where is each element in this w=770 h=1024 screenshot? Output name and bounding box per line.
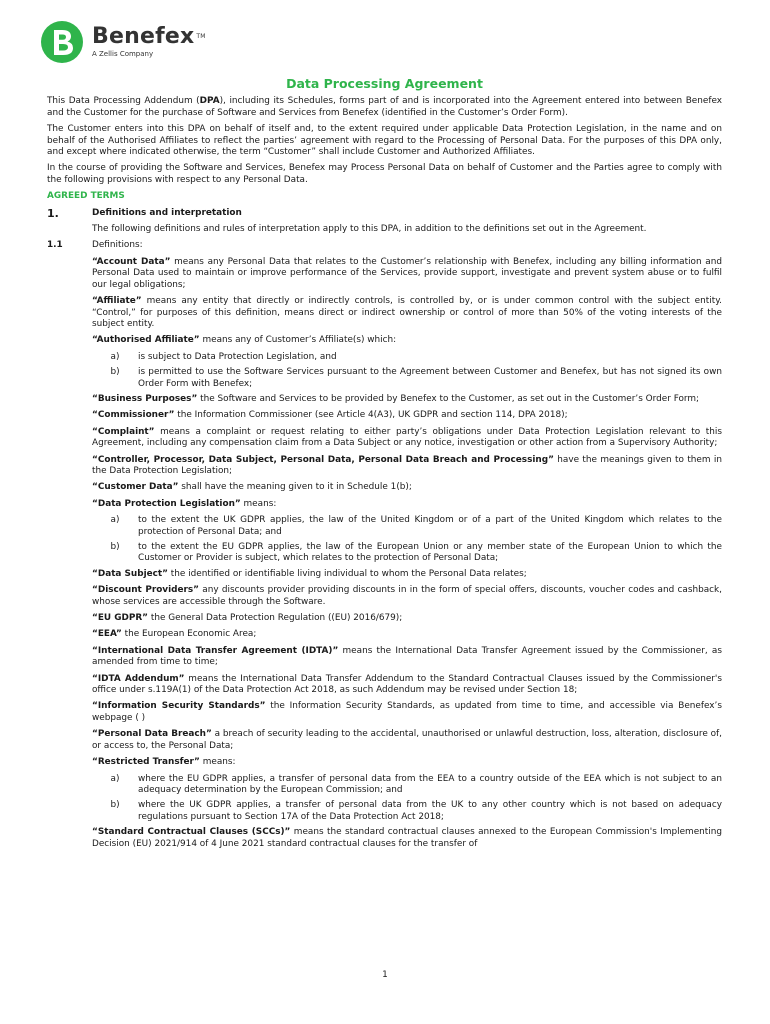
definition [92, 257, 722, 291]
definition-term: “Standard Contractual Clauses (SCCs)” [92, 827, 291, 838]
definition-term: “Account Data” [92, 256, 171, 267]
subitem-text: is permitted to use the Software Services pursuant to the Agreement between Customer and Benefex, but has not signed its own Order Form with Benefex; [138, 367, 722, 389]
definition [92, 729, 722, 752]
definition [92, 569, 722, 580]
definition-term: “Discount Providers” [92, 585, 199, 596]
definition [92, 335, 722, 346]
definition [92, 613, 722, 624]
subitem-label: b) [110, 542, 120, 552]
definition-term: “International Data Transfer Agreement (IDTA)” [92, 645, 339, 656]
definition-text: means the International Data Transfer Agreement issued by the Commissioner, as amended from time to time; [92, 645, 722, 668]
definition-term: “Business Purposes” [92, 393, 198, 404]
definition-text: shall have the meaning given to it in Schedule 1(b); [178, 482, 412, 493]
definition [92, 482, 722, 493]
definition-text: the Software and Services to be provided by Benefex to the Customer, as set out in the Customer’s Order Form; [197, 393, 700, 404]
subitem-label: a) [110, 351, 120, 362]
definition [92, 585, 722, 608]
definition [92, 410, 722, 421]
definition-text: means any Personal Data that relates to the Customer’s relationship with Benefex, including any billing information and Personal Data used to maintain or improve performance of the Services, provide support, investigate and prevent system abuse or to fulfil our legal obligations; [92, 256, 722, 290]
definition-term: “Restricted Transfer” [92, 757, 200, 768]
definition-text: means: [240, 498, 277, 509]
definition-text: the European Economic Area; [121, 629, 257, 640]
definition [92, 394, 722, 405]
benefex-logo [40, 16, 206, 68]
section-1-heading [47, 208, 722, 219]
subitem-label: a) [110, 515, 120, 526]
definition-subitem [92, 515, 722, 538]
clause-label: Definitions: [92, 240, 143, 251]
definition-text: the Information Commissioner (see Article 4(A3), UK GDPR and section 114, DPA 2018); [174, 410, 568, 421]
brand-tagline: A Zellis Company [92, 50, 154, 58]
definition [92, 455, 722, 478]
definition-term: “Affiliate” [92, 296, 142, 307]
definition [92, 296, 722, 330]
definition [92, 827, 722, 850]
intro-paragraph [47, 96, 722, 119]
benefex-logo-icon [40, 16, 86, 68]
paragraph-text: This Data Processing Addendum ( [47, 96, 200, 107]
definition-text: means: [199, 757, 236, 768]
trademark: TM [196, 33, 206, 40]
document-body [47, 78, 722, 855]
definition-subitem [92, 774, 722, 797]
section-title: Definitions and interpretation [92, 207, 242, 218]
section-1-text: The following definitions and rules of interpretation apply to this DPA, in addition to the definitions set out in the Agreement. [92, 224, 647, 235]
subitem-text: where the UK GDPR applies, a transfer of personal data from the UK to any other country which is not based on adequacy regulations pursuant to Section 17A of the Data Protection Act 2018; [138, 800, 722, 822]
definition-term: “Complaint” [92, 426, 155, 437]
definition-term: “EU GDPR” [92, 613, 149, 624]
subitem-text: where the EU GDPR applies, a transfer of personal data from the EEA to a country outside of the EEA which is not subject to an adequacy determination by the European Commission; and [138, 773, 722, 795]
definition-term: “Data Protection Legislation” [92, 498, 241, 509]
definition [92, 701, 722, 724]
intro-paragraphs [47, 96, 722, 186]
definition-text: means any of Customer’s Affiliate(s) which: [199, 335, 397, 346]
clause-number: 1.1 [47, 240, 63, 251]
definition-term: “EEA” [92, 629, 122, 640]
paragraph-text: ), including its Schedules, forms part of and is incorporated into the Agreement entered into between Benefex and the Customer for the purchase of Software and Services from Benefex (identified in the Customer’s Order Form). [47, 96, 723, 118]
brand-name: Benefex [92, 24, 195, 49]
definition-text: the General Data Protection Regulation ((EU) 2016/679); [148, 613, 403, 624]
definition [92, 757, 722, 768]
definition-term: “Authorised Affiliate” [92, 335, 200, 346]
definition-text: means the standard contractual clauses annexed to the European Commission's Implementing Decision (EU) 2021/914 of 4 June 2021 standard contractual clauses for the transfer of [92, 827, 722, 849]
subitem-label: b) [110, 800, 120, 811]
intro-paragraph [47, 124, 722, 158]
definition-subitem [92, 800, 722, 823]
definition-subitem [92, 542, 722, 565]
definition-text: means the International Data Transfer Addendum to the Standard Contractual Clauses issued by the Commissioner's office under s.119A(1) of the Data Protection Act 2018, as such Addendum may be revised under Section 18; [92, 673, 722, 696]
definition-term: “Information Security Standards” [92, 701, 266, 712]
definition-text: the Information Security Standards, as updated from time to time, and accessible via Benefex’s webpage ( ) [92, 701, 722, 723]
definition [92, 499, 722, 510]
paragraph-text: The Customer enters into this DPA on behalf of itself and, to the extent required under applicable Data Protection Legislation, in the name and on behalf of the Authorised Affiliates to reflect the parties’ agreement with regard to the Processing of Personal Data. For the purposes of this DPA only, and except where indicated otherwise, the term “Customer” shall include Customer and Authorized Affiliates. [47, 124, 722, 158]
subitem-text: is subject to Data Protection Legislation, and [138, 351, 337, 362]
subitem-text: to the extent the UK GDPR applies, the law of the United Kingdom or of a part of the United Kingdom which relates to the protection of Personal Data; and [138, 515, 722, 537]
definition-term: “Data Subject” [92, 568, 168, 579]
page-title: Data Processing Agreement [286, 76, 483, 91]
section-number: 1. [47, 206, 59, 220]
agreed-terms-heading: AGREED TERMS [47, 191, 125, 202]
definition-text: means a complaint or request relating to either party’s obligations under Data Protection Legislation relevant to this Agreement, including any compensation claim from a Data Subject or any notice, investigation or other action from a Supervisory Authority; [92, 426, 722, 449]
definition-text: any discounts provider providing discounts in in the form of special offers, discounts, voucher codes and cashback, whose services are accessible through the Software. [92, 585, 722, 607]
definition-term: “Customer Data” [92, 482, 179, 493]
paragraph-text: In the course of providing the Software and Services, Benefex may Process Personal Data on behalf of Customer and the Parties agree to comply with the following provisions with respect to any Personal Data. [47, 163, 722, 185]
page-number: 1 [382, 970, 388, 980]
subitem-text: to the extent the EU GDPR applies, the law of the European Union or any member state of the European Union to which the Customer or Provider is subject, which relates to the protection of Personal Data; [138, 542, 722, 564]
definition-term: “IDTA Addendum” [92, 673, 185, 684]
subitem-label: b) [110, 367, 120, 378]
definition-subitem [92, 367, 722, 390]
definition-text: means any entity that directly or indirectly controls, is controlled by, or is under common control with the subject entity. “Control,” for purposes of this definition, means direct or indirect ownership or control of more than 50% of the voting interests of the subject entity. [92, 296, 722, 329]
intro-paragraph [47, 163, 722, 186]
defined-term: DPA [199, 96, 220, 107]
clause-1-1 [47, 240, 722, 251]
definition-text: the identified or identifiable living individual to whom the Personal Data relates; [167, 568, 527, 579]
definition [92, 646, 722, 669]
definition [92, 674, 722, 697]
definitions-list [47, 257, 722, 850]
definition-text: a breach of security leading to the accidental, unauthorised or unlawful destruction, loss, alteration, disclosure of, or access to, the Personal Data; [92, 729, 722, 751]
definition-text: have the meanings given to them in the Data Protection Legislation; [92, 454, 722, 476]
subitem-label: a) [110, 773, 120, 784]
definition [92, 427, 722, 450]
definition [92, 629, 722, 640]
definition-term: “Commissioner” [92, 410, 175, 421]
definition-subitem [92, 352, 722, 363]
definition-term: “Personal Data Breach” [92, 729, 212, 740]
definition-term: “Controller, Processor, Data Subject, Personal Data, Personal Data Breach and Processing” [92, 454, 554, 465]
